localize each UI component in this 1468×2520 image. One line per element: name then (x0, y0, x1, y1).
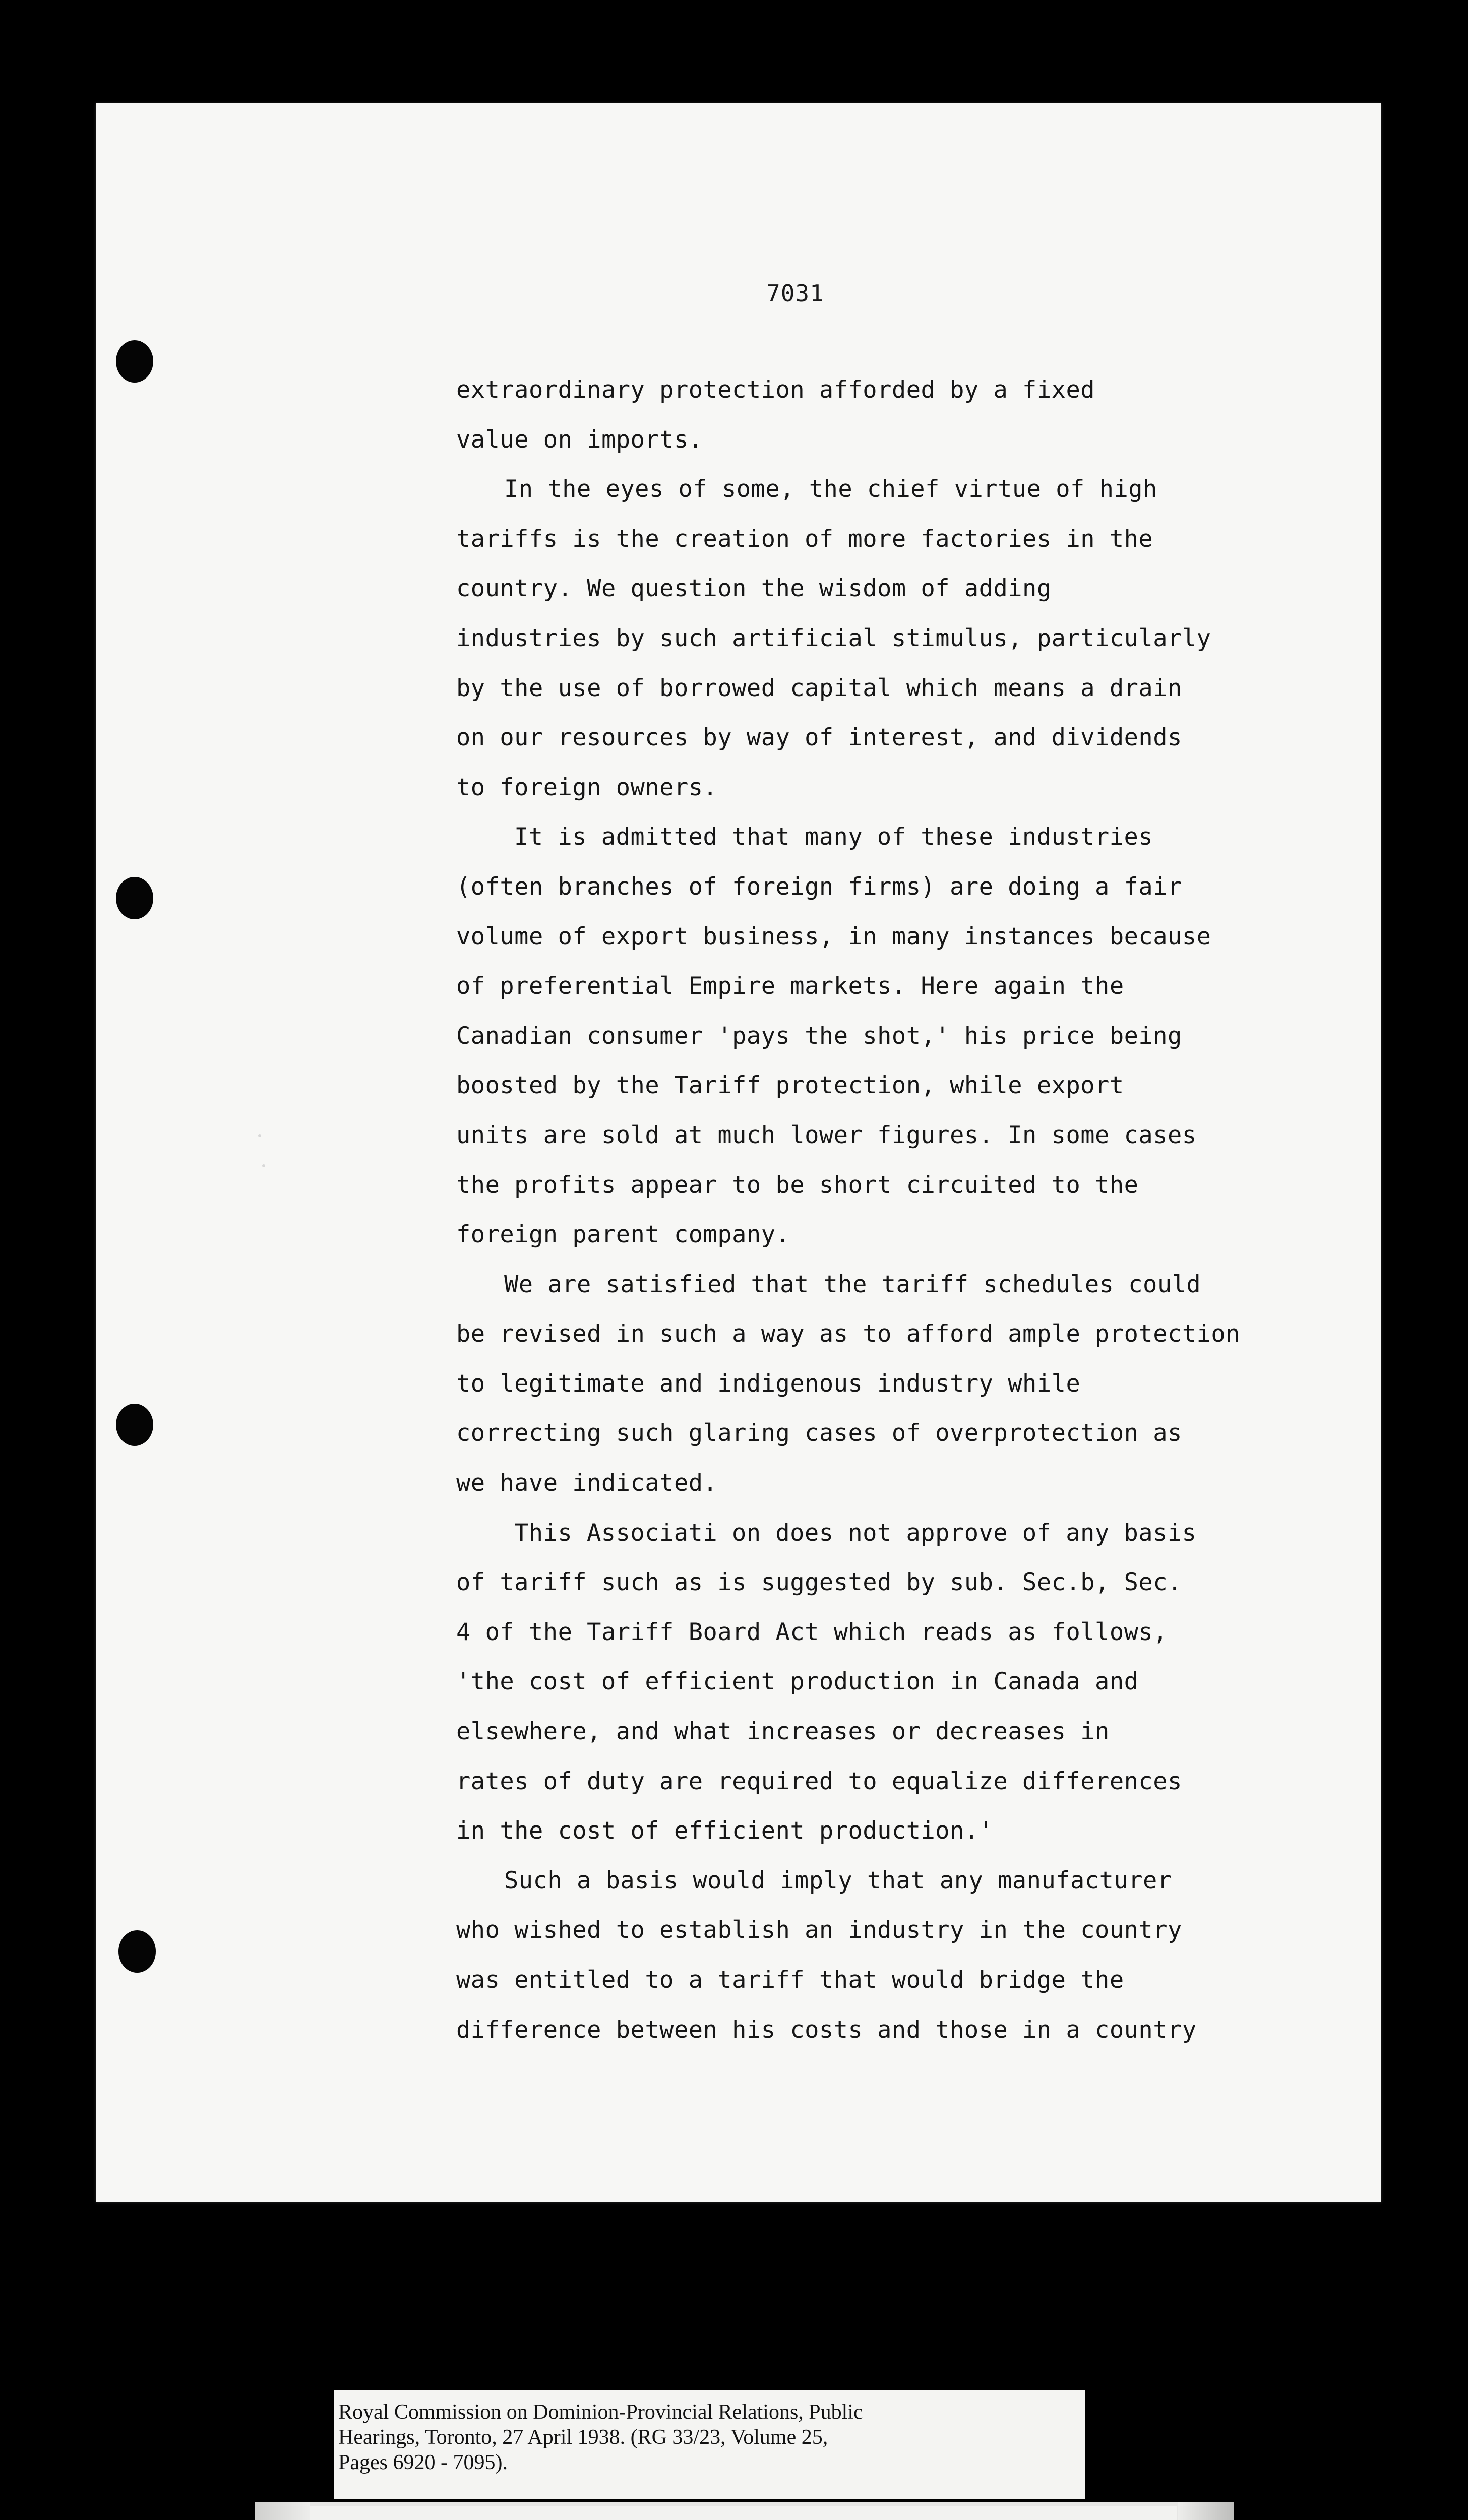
caption-line: Pages 6920 - 7095). (338, 2451, 508, 2474)
text-line: to legitimate and indigenous industry while (456, 1369, 1081, 1398)
text-line: volume of export business, in many instances because (456, 922, 1211, 951)
text-line: to foreign owners. (456, 773, 718, 801)
text-line: elsewhere, and what increases or decreases in (456, 1718, 1110, 1746)
text-line: 4 of the Tariff Board Act which reads as follows, (456, 1618, 1168, 1646)
text-line: correcting such glaring cases of overprotection as (456, 1419, 1182, 1447)
text-line: country. We question the wisdom of adding (456, 575, 1052, 603)
text-line: in the cost of efficient production.' (456, 1817, 994, 1845)
body-text (456, 365, 1414, 2055)
punch-hole (116, 877, 153, 919)
punch-hole (116, 1404, 153, 1446)
text-line: difference between his costs and those in a country (456, 2015, 1197, 2044)
stamp-edge (255, 2502, 310, 2520)
public-archives-stamp (255, 2502, 1234, 2520)
speck (262, 1164, 265, 1167)
punch-hole (116, 340, 153, 383)
paragraph-start-line: This Associati on does not approve of any basis (514, 1519, 1197, 1547)
text-line: be revised in such a way as to afford ample protection (456, 1320, 1241, 1348)
text-line: (often branches of foreign firms) are doing a fair (456, 872, 1182, 901)
text-line: Canadian consumer 'pays the shot,' his price being (456, 1022, 1182, 1050)
text-line: the profits appear to be short circuited to the (456, 1171, 1139, 1199)
text-line: on our resources by way of interest, and dividends (456, 724, 1182, 752)
speck (258, 1134, 261, 1137)
stamp-edge (1178, 2502, 1234, 2520)
stamp-card (310, 2506, 1177, 2520)
caption-line: Royal Commission on Dominion-Provincial Relations, Public (338, 2401, 863, 2424)
text-line: we have indicated. (456, 1469, 718, 1497)
caption-line: Hearings, Toronto, 27 April 1938. (RG 33/23, Volume 25, (338, 2426, 828, 2449)
text-line: extraordinary protection afforded by a fixed (456, 376, 1095, 404)
text-line: tariffs is the creation of more factories in the (456, 525, 1153, 553)
text-line: rates of duty are required to equalize differences (456, 1767, 1182, 1795)
text-line: foreign parent company. (456, 1221, 790, 1249)
text-line: of tariff such as is suggested by sub. Sec.b, Sec. (456, 1568, 1182, 1597)
paragraph-start-line: We are satisfied that the tariff schedules could (504, 1270, 1201, 1298)
text-line: value on imports. (456, 425, 703, 454)
text-line: industries by such artificial stimulus, particularly (456, 624, 1211, 652)
text-line: boosted by the Tariff protection, while export (456, 1072, 1124, 1100)
text-line: was entitled to a tariff that would bridge the (456, 1966, 1124, 1994)
text-line: by the use of borrowed capital which means a drain (456, 674, 1182, 702)
punch-hole (118, 1930, 156, 1973)
paragraph-start-line: It is admitted that many of these industries (514, 823, 1153, 851)
text-line: of preferential Empire markets. Here again the (456, 972, 1124, 1000)
archive-caption-label (334, 2390, 1085, 2499)
text-line: 'the cost of efficient production in Canada and (456, 1668, 1139, 1696)
document-page (96, 103, 1381, 2202)
text-line: who wished to establish an industry in the country (456, 1916, 1182, 1944)
paragraph-start-line: In the eyes of some, the chief virtue of high (504, 475, 1157, 503)
page-number: 7031 (766, 280, 824, 307)
text-line: units are sold at much lower figures. In some cases (456, 1121, 1197, 1149)
paragraph-start-line: Such a basis would imply that any manufacturer (504, 1866, 1172, 1895)
